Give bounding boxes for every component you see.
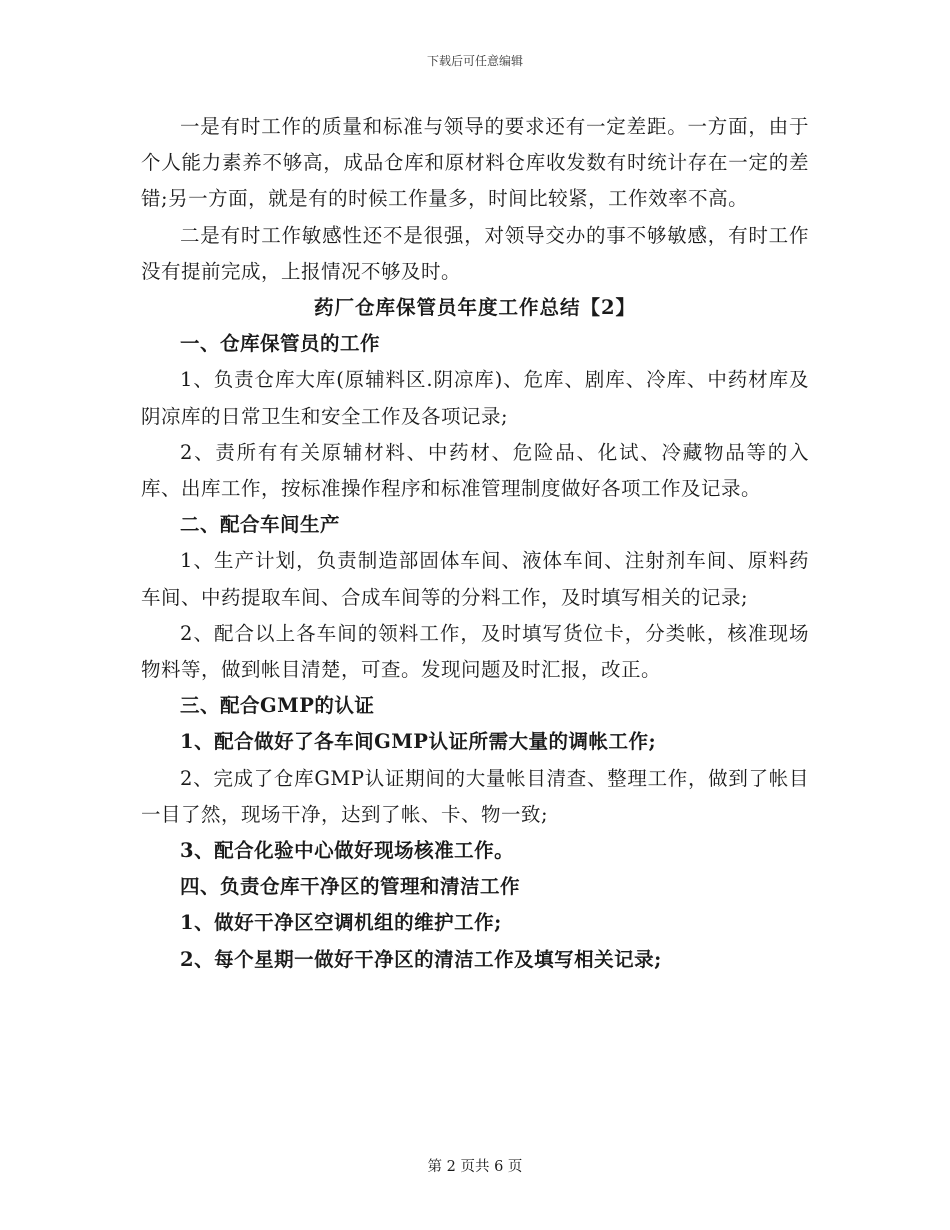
paragraph-gmp-item-3: 3、配合化验中心做好现场核准工作。 bbox=[180, 839, 515, 863]
paragraph-workshop-item-1: 1、生产计划，负责制造部固体车间、液体车间、注射剂车间、原料药车间、中药提取车间、合成车间等的分料工作，及时填写相关的记录; bbox=[141, 549, 809, 609]
section-title: 药厂仓库保管员年度工作总结【2】 bbox=[313, 296, 637, 320]
heading-gmp-certification: 三、配合GMP的认证 bbox=[180, 694, 375, 718]
paragraph-shortcoming-1: 一是有时工作的质量和标准与领导的要求还有一定差距。一方面，由于个人能力素养不够高，成品仓库和原材料仓库收发数有时统计存在一定的差错;另一方面，就是有的时候工作量多，时间比较紧，工作效率不高。 bbox=[141, 115, 809, 211]
heading-clean-area: 四、负责仓库干净区的管理和清洁工作 bbox=[180, 875, 521, 899]
paragraph-shortcoming-2: 二是有时工作敏感性还不是很强，对领导交办的事不够敏感，有时工作没有提前完成，上报情况不够及时。 bbox=[141, 223, 809, 283]
heading-workshop-production: 二、配合车间生产 bbox=[180, 513, 341, 537]
paragraph-clean-item-2: 2、每个星期一做好干净区的清洁工作及填写相关记录; bbox=[180, 947, 662, 971]
paragraph-warehouse-item-2: 2、责所有有关原辅材料、中药材、危险品、化试、冷藏物品等的入库、出库工作，按标准操作程序和标准管理制度做好各项工作及记录。 bbox=[141, 440, 809, 501]
paragraph-warehouse-item-1: 1、负责仓库大库(原辅料区.阴凉库)、危库、剧库、冷库、中药材库及阴凉库的日常卫生和安全工作及各项记录; bbox=[141, 368, 809, 428]
paragraph-workshop-item-2: 2、配合以上各车间的领料工作，及时填写货位卡，分类帐，核准现场物料等，做到帐目清楚，可查。发现问题及时汇报，改正。 bbox=[141, 621, 809, 682]
document-body bbox=[141, 109, 809, 978]
paragraph-gmp-item-2: 2、完成了仓库GMP认证期间的大量帐目清查、整理工作，做到了帐目一目了然，现场干净，达到了帐、卡、物一致; bbox=[141, 766, 809, 826]
page-number: 第 2 页共 6 页 bbox=[427, 1159, 523, 1175]
page-header: 下载后可任意编辑 bbox=[426, 54, 523, 68]
heading-warehouse-keeper-work: 一、仓库保管员的工作 bbox=[180, 332, 381, 356]
paragraph-clean-item-1: 1、做好干净区空调机组的维护工作; bbox=[180, 911, 502, 935]
paragraph-gmp-item-1: 1、配合做好了各车间GMP认证所需大量的调帐工作; bbox=[180, 730, 657, 754]
